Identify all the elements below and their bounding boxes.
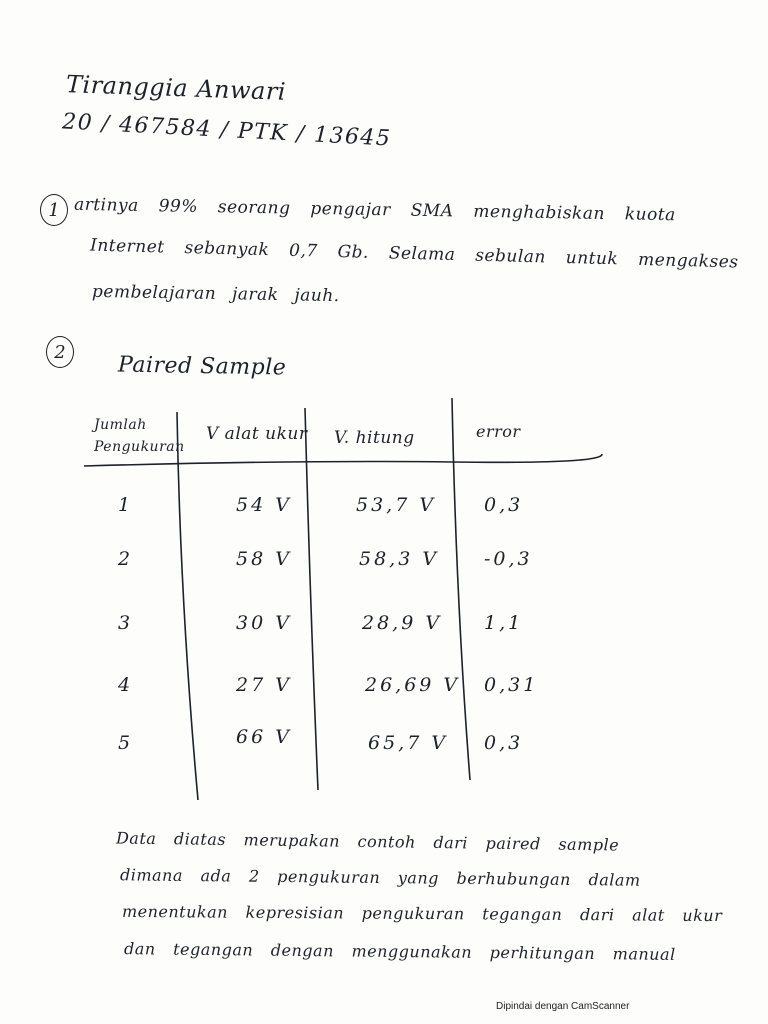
- table-cell-r5-c1: 5: [118, 732, 134, 754]
- table-header-error: error: [476, 422, 521, 441]
- table-header-jumlah: [94, 414, 185, 458]
- table-cell-r4-c4: 0,31: [484, 674, 539, 696]
- table-cell-r3-c2: 30 V: [236, 612, 292, 634]
- student-name: Tiranggia Anwari: [65, 70, 287, 106]
- section-heading: Paired Sample: [117, 352, 287, 381]
- paragraph-line-3: menentukan kepresisian pengukuran tegangan dari alat ukur: [121, 901, 723, 926]
- table-cell-r5-c2: 66 V: [236, 726, 292, 748]
- table-cell-r5-c3: 65,7 V: [368, 732, 449, 754]
- table-cell-r2-c4: -0,3: [484, 548, 533, 570]
- table-cell-r4-c3: 26,69 V: [365, 674, 461, 696]
- paragraph-line-4: dan tegangan dengan menggunakan perhitungan manual: [123, 939, 676, 964]
- answer1-line-1: artinya 99% seorang pengajar SMA menghabiskan kuota: [73, 194, 676, 226]
- table-cell-r1-c3: 53,7 V: [356, 494, 437, 516]
- table-cell-r2-c1: 2: [118, 548, 134, 570]
- table-col-divider-1: [177, 412, 198, 800]
- question-number-2-label: 2: [54, 341, 66, 363]
- table-cell-r2-c3: 58,3 V: [359, 548, 440, 570]
- student-id: 20 / 467584 / PTK / 13645: [61, 109, 393, 152]
- table-cell-r3-c1: 3: [118, 612, 134, 634]
- paragraph-line-2: dimana ada 2 pengukuran yang berhubungan dalam: [119, 865, 641, 890]
- answer1-line-2: Internet sebanyak 0,7 Gb. Selama sebulan untuk mengakses: [89, 235, 739, 273]
- table-header-v-alat-ukur: V alat ukur: [206, 424, 308, 444]
- table-cell-r2-c2: 58 V: [236, 548, 292, 570]
- question-number-1-label: 1: [48, 199, 60, 221]
- answer1-line-3: pembelajaran jarak jauh.: [91, 281, 340, 307]
- camscanner-watermark: Dipindai dengan CamScanner: [496, 1001, 630, 1012]
- table-cell-r1-c4: 0,3: [484, 494, 524, 516]
- table-cell-r4-c1: 4: [118, 674, 134, 696]
- table-header-jumlah-text: Jumlah Pengukuran: [94, 417, 185, 455]
- table-cell-r5-c4: 0,3: [484, 732, 524, 754]
- table-cell-r1-c2: 54 V: [236, 494, 292, 516]
- table-cell-r4-c2: 27 V: [236, 674, 292, 696]
- paragraph-line-1: Data diatas merupakan contoh dari paired sample: [115, 828, 620, 855]
- table-col-divider-3: [452, 398, 470, 780]
- table-col-divider-2: [305, 408, 318, 790]
- table-cell-r3-c4: 1,1: [484, 612, 524, 634]
- table-header-v-hitung: V. hitung: [334, 428, 415, 448]
- table-cell-r3-c3: 28,9 V: [362, 612, 443, 634]
- table-cell-r1-c1: 1: [118, 494, 134, 516]
